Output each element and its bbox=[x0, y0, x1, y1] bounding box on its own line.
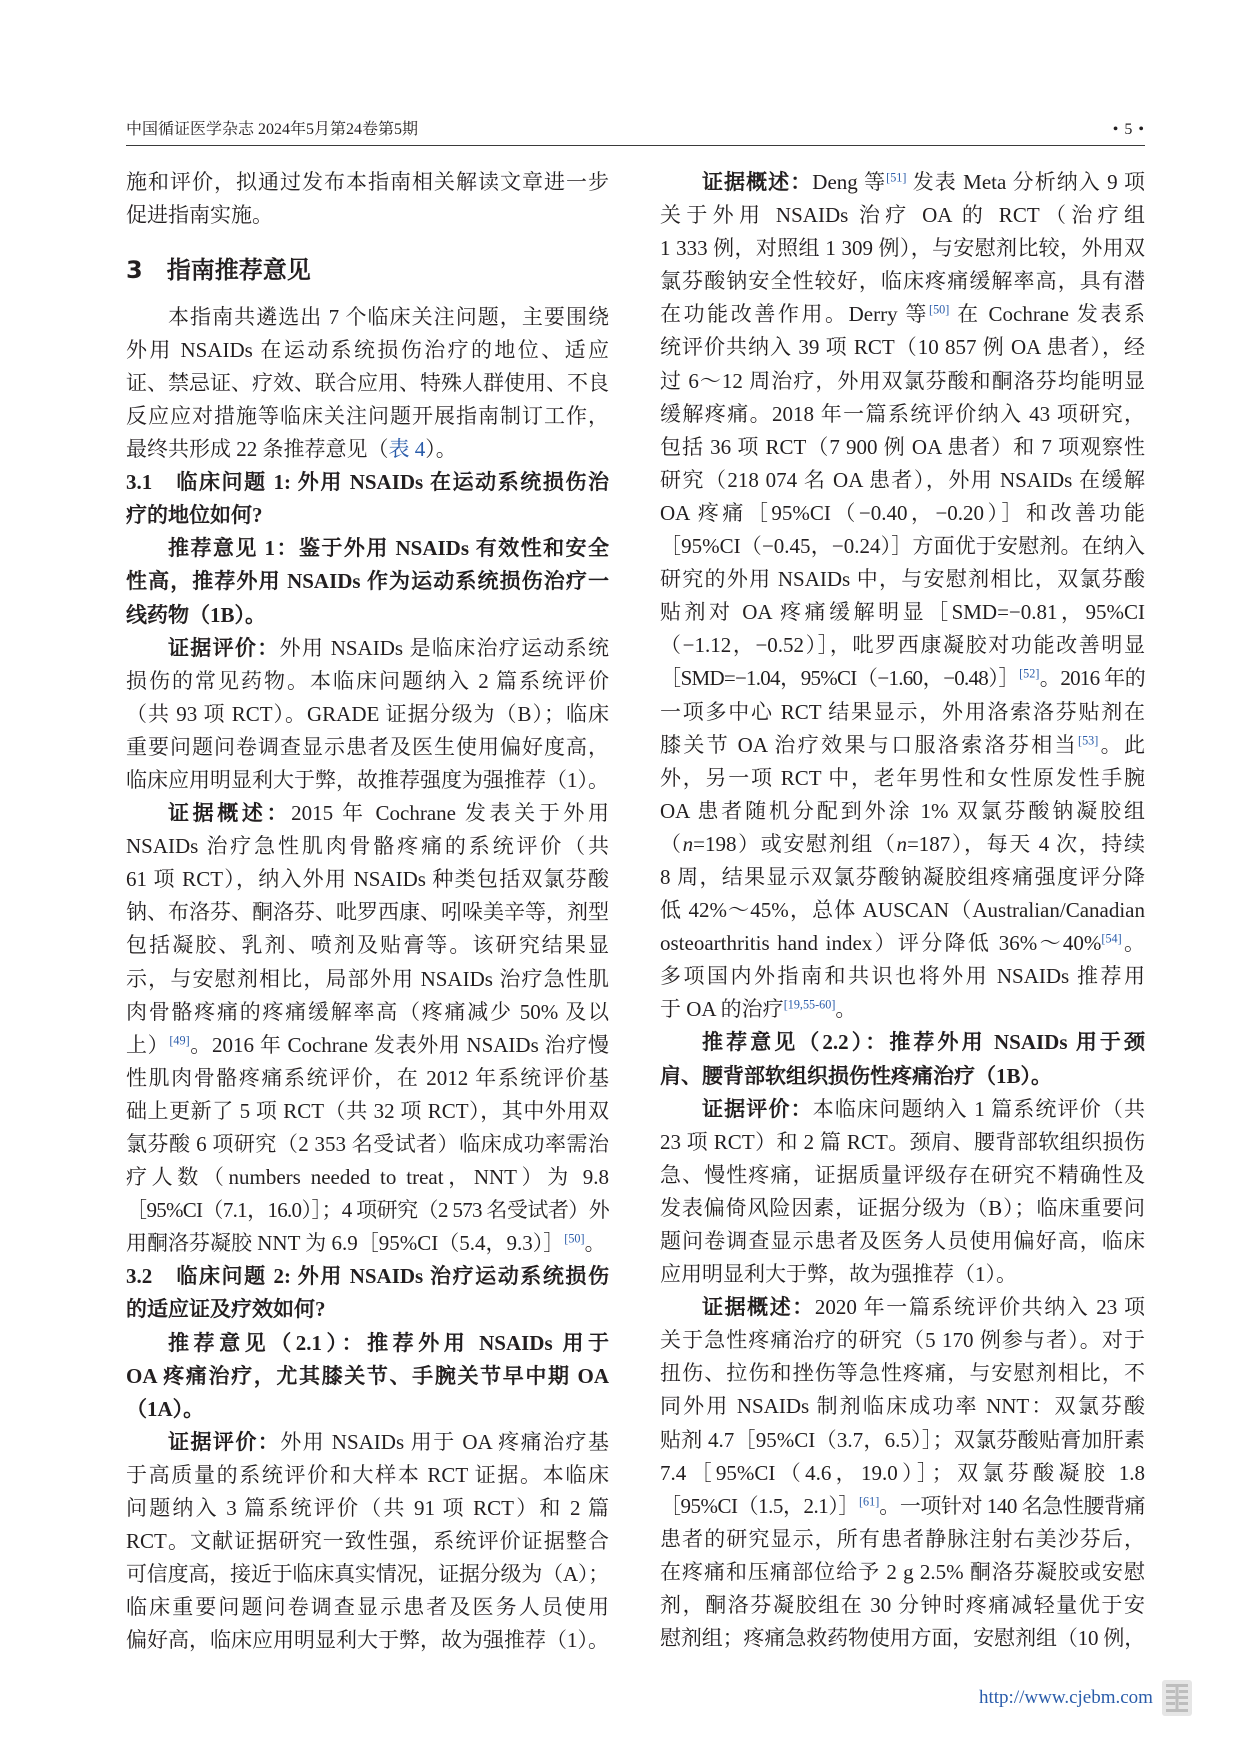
text-run: 础上更新了 5 项 RCT（共 32 项 RCT），其中外用双 bbox=[126, 1098, 609, 1123]
paragraph bbox=[126, 797, 609, 1260]
text-line bbox=[660, 1457, 1145, 1490]
text-line bbox=[126, 996, 609, 1029]
text-run: 可信度高，接近于临床真实情况，证据分级为（A）； bbox=[126, 1562, 609, 1587]
text-run: 外，另一项 RCT 中，老年男性和女性原发性手腕 bbox=[660, 765, 1145, 790]
text-line bbox=[126, 963, 609, 996]
text-run: OA 疼痛治疗，尤其膝关节、手腕关节早中期 OA bbox=[126, 1363, 609, 1388]
text-line bbox=[660, 894, 1145, 927]
journal-website-link[interactable]: http://www.cjebm.com bbox=[979, 1687, 1153, 1708]
text-run: 外用 NSAIDs 在运动系统损伤治疗的地位、适应 bbox=[126, 337, 609, 362]
text-run: 包括凝胶、乳剂、喷剂及贴膏等。该研究结果显 bbox=[126, 933, 609, 958]
text-run: 推荐意见（2.1）：推荐外用 NSAIDs 用于 bbox=[168, 1330, 609, 1355]
text-run: 发表 Meta 分析纳入 9 项 bbox=[906, 170, 1145, 194]
text-run: 低 42%～45%，总体 AUSCAN（Australian/Canadian bbox=[660, 898, 1145, 923]
text-run: 施和评价，拟通过发布本指南相关解读文章进一步 bbox=[126, 170, 609, 194]
paragraph bbox=[660, 1291, 1145, 1655]
text-line bbox=[126, 199, 609, 232]
text-run: 推荐意见（2.2）：推荐外用 NSAIDs 用于颈 bbox=[702, 1030, 1145, 1055]
text-line bbox=[660, 1126, 1145, 1159]
text-run: 肉骨骼疼痛的疼痛缓解率高（疼痛减少 50% 及以 bbox=[126, 999, 609, 1024]
text-line bbox=[660, 331, 1145, 364]
text-run: 。2016 年的 bbox=[1039, 666, 1146, 691]
paragraph bbox=[126, 166, 609, 232]
text-run: 疗人数（numbers needed to treat，NNT）为 9.8 bbox=[126, 1165, 609, 1190]
text-run: 。一项针对 140 名急性腰背痛 bbox=[879, 1493, 1146, 1518]
text-run: 2020 年一篇系统评价共纳入 23 项 bbox=[814, 1295, 1146, 1320]
text-line bbox=[126, 367, 609, 400]
citation-link[interactable]: [51] bbox=[886, 170, 907, 185]
label-text: 证据评价： bbox=[702, 1096, 813, 1121]
text-line bbox=[660, 265, 1145, 298]
text-run: 线药物（1B）。 bbox=[126, 602, 267, 627]
text-run: 损伤的常见药物。本临床问题纳入 2 篇系统评价 bbox=[126, 668, 609, 693]
text-run: 贴剂对 OA 疼痛缓解明显［SMD=−0.81，95%CI bbox=[660, 600, 1145, 625]
text-run: 一项多中心 RCT 结果显示，外用洛索洛芬贴剂在 bbox=[660, 699, 1145, 724]
section-heading bbox=[126, 254, 609, 287]
text-line bbox=[126, 1029, 609, 1062]
text-line bbox=[126, 929, 609, 962]
text-line bbox=[660, 1490, 1145, 1523]
text-run: 本临床问题纳入 1 篇系统评价（共 bbox=[812, 1096, 1145, 1121]
text-run: 剂，酮洛芬凝胶组在 30 分钟时疼痛减轻量优于安 bbox=[660, 1593, 1145, 1618]
text-line bbox=[660, 1523, 1145, 1556]
text-line bbox=[126, 797, 609, 830]
text-line bbox=[660, 729, 1145, 762]
citation-link[interactable]: [19,55-60] bbox=[783, 998, 836, 1013]
text-run: （ bbox=[660, 831, 683, 856]
text-line bbox=[126, 1293, 609, 1326]
running-header bbox=[126, 118, 1145, 142]
paragraph bbox=[126, 1426, 609, 1658]
text-run: ）。 bbox=[425, 437, 457, 462]
text-run: 统评价共纳入 39 项 RCT（10 857 例 OA 患者），经 bbox=[660, 335, 1145, 360]
text-run: 重要问题问卷调查显示患者及医生使用偏好度高， bbox=[126, 734, 609, 759]
text-run: 2015 年 Cochrane 发表关于外用 bbox=[291, 801, 609, 826]
text-run: 急、慢性疼痛，证据质量评级存在研究不精确性及 bbox=[660, 1162, 1145, 1187]
text-run: 推荐意见 1：鉴于外用 NSAIDs 有效性和安全 bbox=[168, 536, 609, 561]
text-run: 证、禁忌证、疗效、联合应用、特殊人群使用、不良 bbox=[126, 370, 609, 395]
paragraph bbox=[126, 301, 609, 466]
text-run: 偏好高，临床应用明显利大于弊，故为强推荐（1）。 bbox=[126, 1628, 609, 1653]
header-divider bbox=[126, 145, 1145, 146]
text-run: 23 项 RCT）和 2 篇 RCT。颈肩、腰背部软组织损伤 bbox=[660, 1129, 1145, 1154]
text-line bbox=[126, 1327, 609, 1360]
text-line bbox=[126, 565, 609, 598]
text-run: 7.4［95%CI（4.6，19.0）］；双氯芬酸凝胶 1.8 bbox=[660, 1460, 1145, 1485]
text-run: 疗的地位如何? bbox=[126, 503, 263, 528]
text-run: =187），每天 4 次，持续 bbox=[906, 831, 1146, 856]
text-run: 于高质量的系统评价和大样本 RCT 证据。本临床 bbox=[126, 1462, 609, 1487]
label-text: 证据概述： bbox=[702, 1295, 815, 1320]
citation-link[interactable]: [50] bbox=[929, 303, 950, 318]
text-run: 问题纳入 3 篇系统评价（共 91 项 RCT）和 2 篇 bbox=[126, 1496, 609, 1521]
text-line bbox=[126, 1393, 609, 1426]
text-run: 临床重要问题问卷调查显示患者及医务人员使用 bbox=[126, 1595, 609, 1620]
text-line bbox=[660, 464, 1145, 497]
journal-logo-icon bbox=[1162, 1680, 1192, 1716]
text-line bbox=[660, 166, 1145, 199]
citation-link[interactable]: [61] bbox=[858, 1494, 880, 1509]
right-column bbox=[660, 166, 1145, 1655]
citation-link[interactable]: [54] bbox=[1101, 931, 1122, 946]
text-run: 。 bbox=[835, 997, 857, 1022]
text-run: 本指南共遴选出 7 个临床关注问题，主要围绕 bbox=[168, 304, 609, 329]
text-line bbox=[660, 1622, 1145, 1655]
text-run: 慰剂组；疼痛急救药物使用方面，安慰剂组（10 例， bbox=[660, 1626, 1145, 1651]
text-line bbox=[660, 828, 1145, 861]
text-run: 扭伤、拉伤和挫伤等急性疼痛，与安慰剂相比，不 bbox=[660, 1361, 1145, 1386]
text-run: 包括 36 项 RCT（7 900 例 OA 患者）和 7 项观察性 bbox=[660, 434, 1145, 459]
citation-link[interactable]: [52] bbox=[1019, 667, 1040, 682]
text-run: 关于外用 NSAIDs 治疗 OA 的 RCT（治疗组 bbox=[660, 203, 1145, 228]
recommendation-text bbox=[126, 532, 609, 631]
text-run: 最终共形成 22 条推荐意见（ bbox=[126, 437, 389, 462]
text-line bbox=[660, 596, 1145, 629]
text-run: ［SMD=−1.04，95%CI（−1.60，−0.48）］ bbox=[660, 666, 1020, 691]
text-line bbox=[126, 499, 609, 532]
text-run: 在功能改善作用。Derry 等 bbox=[660, 302, 930, 327]
citation-link[interactable]: [50] bbox=[564, 1232, 585, 1246]
text-line bbox=[126, 1227, 609, 1260]
text-run: 外用 NSAIDs 是临床治疗运动系统 bbox=[279, 635, 610, 660]
text-line bbox=[126, 698, 609, 731]
text-line bbox=[126, 764, 609, 797]
text-line bbox=[126, 1591, 609, 1624]
text-line bbox=[660, 199, 1145, 232]
text-run: ［95%CI（1.5，2.1）］ bbox=[660, 1493, 859, 1518]
text-run: 肩、腰背部软组织损伤性疼痛治疗（1B）。 bbox=[660, 1063, 1053, 1088]
text-line bbox=[660, 1390, 1145, 1423]
paragraph bbox=[126, 632, 609, 797]
text-line bbox=[126, 400, 609, 433]
text-run: 应用明显利大于弊，故为强推荐（1）。 bbox=[660, 1262, 1017, 1287]
text-run: 用酮洛芬凝胶 NNT 为 6.9［95%CI（5.4，9.3）］ bbox=[126, 1231, 565, 1256]
italic-variable: n bbox=[896, 831, 907, 856]
text-line bbox=[126, 532, 609, 565]
text-run: （−1.12，−0.52）］，吡罗西康凝胶对功能改善明显 bbox=[660, 633, 1145, 658]
text-run: 发表偏倚风险因素，证据分级为（B）；临床重要问 bbox=[660, 1195, 1145, 1220]
text-run: 1 333 例，对照组 1 309 例），与安慰剂比较，外用双 bbox=[660, 236, 1145, 261]
text-run: 过 6～12 周治疗，外用双氯芬酸和酮洛芬均能明显 bbox=[660, 368, 1145, 393]
text-line bbox=[660, 960, 1145, 993]
label-text: 证据评价： bbox=[168, 635, 280, 660]
text-run: 氯芬酸钠安全性较好，临床疼痛缓解率高，具有潜 bbox=[660, 269, 1145, 294]
text-line bbox=[126, 665, 609, 698]
label-text: 证据概述： bbox=[168, 801, 292, 826]
text-line bbox=[126, 1525, 609, 1558]
text-run: 促进指南实施。 bbox=[126, 203, 273, 228]
label-text: 证据概述： bbox=[702, 170, 813, 194]
text-line bbox=[126, 1492, 609, 1525]
text-line bbox=[660, 365, 1145, 398]
text-run: 。 bbox=[1121, 931, 1146, 956]
text-run: 。 bbox=[584, 1231, 606, 1256]
text-line bbox=[660, 762, 1145, 795]
text-run: 3.1 临床问题 1: 外用 NSAIDs 在运动系统损伤治 bbox=[126, 470, 609, 495]
text-run: 3 指南推荐意见 bbox=[126, 256, 311, 285]
text-line bbox=[660, 1026, 1145, 1059]
text-line bbox=[660, 1556, 1145, 1589]
text-line bbox=[126, 863, 609, 896]
text-run: 研究（218 074 名 OA 患者），外用 NSAIDs 在缓解 bbox=[660, 467, 1145, 492]
citation-link[interactable]: [49] bbox=[169, 1033, 190, 1048]
text-line bbox=[126, 1360, 609, 1393]
text-run: 性高，推荐外用 NSAIDs 作为运动系统损伤治疗一 bbox=[126, 569, 609, 594]
recommendation-text bbox=[660, 1026, 1145, 1092]
text-line bbox=[660, 1357, 1145, 1390]
text-line bbox=[660, 1589, 1145, 1622]
text-line bbox=[126, 1426, 609, 1459]
text-run: 钠、布洛芬、酮洛芬、吡罗西康、吲哚美辛等，剂型 bbox=[126, 900, 609, 925]
text-line bbox=[126, 1062, 609, 1095]
text-line bbox=[126, 1558, 609, 1591]
text-line bbox=[660, 927, 1145, 960]
text-line bbox=[660, 398, 1145, 431]
text-line bbox=[660, 431, 1145, 464]
text-line bbox=[660, 1192, 1145, 1225]
text-run: 61 项 RCT），纳入外用 NSAIDs 种类包括双氯芬酸 bbox=[126, 867, 609, 892]
text-line bbox=[126, 466, 609, 499]
text-run: 3.2 临床问题 2: 外用 NSAIDs 治疗运动系统损伤 bbox=[126, 1264, 609, 1289]
text-line bbox=[126, 334, 609, 367]
text-run: 。2016 年 Cochrane 发表外用 NSAIDs 治疗慢 bbox=[189, 1032, 610, 1057]
text-line bbox=[126, 1161, 609, 1194]
text-run: 贴剂 4.7［95%CI（3.7，6.5）］；双氯芬酸贴膏加肝素 bbox=[660, 1427, 1145, 1452]
text-line bbox=[660, 1291, 1145, 1324]
text-line bbox=[660, 232, 1145, 265]
text-run: OA 疼痛［95%CI（−0.40，−0.20）］和改善功能 bbox=[660, 500, 1145, 525]
italic-variable: n bbox=[682, 831, 694, 856]
left-column bbox=[126, 166, 609, 1658]
text-line bbox=[660, 1060, 1145, 1093]
text-line bbox=[126, 830, 609, 863]
text-line bbox=[660, 1424, 1145, 1457]
text-run: ［95%CI（−0.45，−0.24）］方面优于安慰剂。在纳入 bbox=[660, 534, 1145, 559]
table-link[interactable]: 表 4 bbox=[388, 437, 426, 462]
text-run: 于 OA 的治疗 bbox=[660, 997, 784, 1022]
text-run: 题问卷调查显示患者及医务人员使用偏好高，临床 bbox=[660, 1229, 1145, 1253]
text-line bbox=[126, 731, 609, 764]
text-line bbox=[126, 301, 609, 334]
text-run: 反应应对措施等临床关注问题开展指南制订工作， bbox=[126, 403, 609, 428]
text-line bbox=[660, 298, 1145, 331]
subsection-heading bbox=[126, 466, 609, 532]
journal-issue-label: 中国循证医学杂志 2024年5月第24卷第5期 bbox=[126, 121, 419, 138]
text-run: RCT。文献证据研究一致性强，系统评价证据整合 bbox=[126, 1529, 609, 1554]
text-line bbox=[126, 632, 609, 665]
text-line bbox=[126, 254, 609, 287]
text-run: 研究的外用 NSAIDs 中，与安慰剂相比，双氯芬酸 bbox=[660, 567, 1145, 592]
text-line bbox=[126, 1260, 609, 1293]
text-run: 上） bbox=[126, 1032, 170, 1057]
text-line bbox=[126, 1459, 609, 1492]
page-number: • 5 • bbox=[1112, 121, 1145, 138]
paragraph bbox=[660, 166, 1145, 1026]
text-run: 性肌肉骨骼疼痛系统评价，在 2012 年系统评价基 bbox=[126, 1065, 609, 1090]
text-line bbox=[126, 1624, 609, 1657]
text-line bbox=[126, 166, 609, 199]
text-run: 外用 NSAIDs 用于 OA 疼痛治疗基 bbox=[280, 1429, 609, 1454]
text-line bbox=[126, 1095, 609, 1128]
label-text: 证据评价： bbox=[168, 1429, 281, 1454]
text-run: 关于急性疼痛治疗的研究（5 170 例参与者）。对于 bbox=[660, 1328, 1145, 1353]
text-line bbox=[660, 993, 1145, 1026]
text-run: 氯芬酸 6 项研究（2 353 名受试者）临床成功率需治 bbox=[126, 1132, 609, 1157]
text-line bbox=[126, 1194, 609, 1227]
text-run: 患者的研究显示，所有患者静脉注射右美沙芬后， bbox=[660, 1526, 1145, 1551]
text-line bbox=[126, 433, 609, 466]
text-line bbox=[660, 1258, 1145, 1291]
text-run: 在 Cochrane 发表系 bbox=[949, 302, 1145, 327]
text-run: 同外用 NSAIDs 制剂临床成功率 NNT：双氯芬酸 bbox=[660, 1394, 1145, 1419]
text-line bbox=[660, 1225, 1145, 1258]
paragraph bbox=[660, 1093, 1145, 1292]
text-line bbox=[660, 563, 1145, 596]
text-run: 缓解疼痛。2018 年一篇系统评价纳入 43 项研究， bbox=[660, 401, 1145, 426]
text-run: 。此 bbox=[1098, 732, 1146, 757]
text-line bbox=[660, 1159, 1145, 1192]
text-line bbox=[660, 629, 1145, 662]
text-line bbox=[660, 861, 1145, 894]
text-line bbox=[126, 896, 609, 929]
text-run: NSAIDs 治疗急性肌肉骨骼疼痛的系统评价（共 bbox=[126, 834, 609, 859]
text-run: 膝关节 OA 治疗效果与口服洛索洛芬相当 bbox=[660, 732, 1079, 757]
text-run: 的适应证及疗效如何? bbox=[126, 1297, 326, 1322]
text-line bbox=[660, 530, 1145, 563]
subsection-heading bbox=[126, 1260, 609, 1326]
text-run: Deng 等 bbox=[812, 170, 887, 194]
text-run: osteoarthritis hand index）评分降低 36%～40% bbox=[660, 931, 1102, 956]
text-line bbox=[126, 1128, 609, 1161]
text-run: =198）或安慰剂组（ bbox=[693, 831, 897, 856]
text-line bbox=[660, 795, 1145, 828]
text-run: （1A）。 bbox=[126, 1396, 205, 1421]
text-run: （共 93 项 RCT）。GRADE 证据分级为（B）；临床 bbox=[126, 701, 609, 726]
text-run: OA 患者随机分配到外涂 1% 双氯芬酸钠凝胶组 bbox=[660, 798, 1145, 823]
text-line bbox=[660, 696, 1145, 729]
text-run: 8 周，结果显示双氯芬酸钠凝胶组疼痛强度评分降 bbox=[660, 864, 1145, 889]
text-line bbox=[126, 599, 609, 632]
text-line bbox=[660, 662, 1145, 695]
text-run: 多项国内外指南和共识也将外用 NSAIDs 推荐用 bbox=[660, 964, 1145, 989]
text-line bbox=[660, 497, 1145, 530]
text-run: 临床应用明显利大于弊，故推荐强度为强推荐（1）。 bbox=[126, 767, 609, 792]
text-run: 示，与安慰剂相比，局部外用 NSAIDs 治疗急性肌 bbox=[126, 966, 609, 991]
text-line bbox=[660, 1324, 1145, 1357]
citation-link[interactable]: [53] bbox=[1078, 733, 1099, 748]
text-run: ［95%CI（7.1，16.0）］；4 项研究（2 573 名受试者）外 bbox=[126, 1198, 609, 1223]
text-run: 在疼痛和压痛部位给予 2 g 2.5% 酮洛芬凝胶或安慰 bbox=[660, 1559, 1145, 1584]
text-line bbox=[660, 1093, 1145, 1126]
recommendation-text bbox=[126, 1327, 609, 1426]
